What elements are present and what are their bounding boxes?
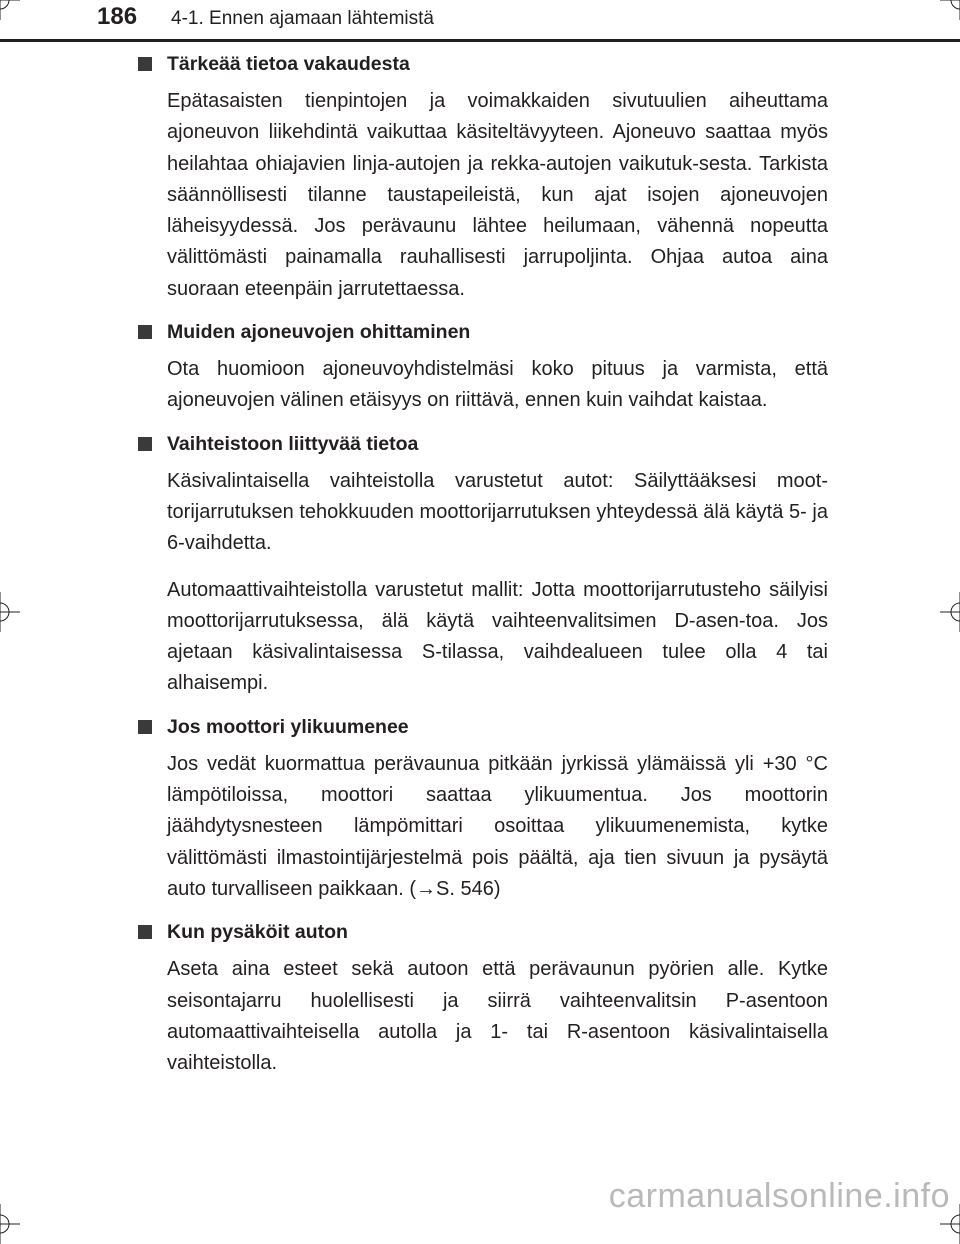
paragraph: Automaattivaihteistolla varustetut mallit: Jotta moottorijarrutusteho säilyisi moottorijarrutuksessa, älä käytä vaihteenvalitsimen D-asen-toa. Jos ajetaan käsivalintaisessa S-tilassa, vaihdealueen tulee olla 4 tai alhaisempi. xyxy=(167,578,828,695)
section-heading xyxy=(138,432,828,456)
square-bullet-icon xyxy=(138,57,152,71)
crop-mark-icon xyxy=(940,592,960,632)
paragraph: Epätasaisten tienpintojen ja voimakkaiden sivutuulien aiheuttama ajoneuvon liikehdintä vaikuttaa käsiteltävyyteen. Ajoneuvo saattaa myös heilahtaa ohiajavien linja-autojen ja rekka-autojen vaikutuk-sesta. Tarkista säännöllisesti tilanne taustapeileistä, kun ajat isojen ajoneuvojen läheisyydessä. Jos perävaunu lähtee heilumaan, vähennä nopeutta välittömästi painamalla rauhallisesti jarrupoljinta. Ohjaa autoa aina suoraan eteenpäin jarrutettaessa. xyxy=(167,90,828,300)
square-bullet-icon xyxy=(138,325,152,339)
section-heading xyxy=(138,920,828,944)
crop-mark-icon xyxy=(0,1204,20,1244)
square-bullet-icon xyxy=(138,925,152,939)
section-heading xyxy=(138,715,828,739)
crop-mark-icon xyxy=(0,592,20,632)
crop-mark-icon xyxy=(940,0,960,20)
square-bullet-icon xyxy=(138,720,152,734)
section-heading-text: Tärkeää tietoa vakaudesta xyxy=(167,53,410,75)
section-overheating xyxy=(138,715,828,905)
page-content xyxy=(138,52,828,1094)
section-heading-text: Jos moottori ylikuumenee xyxy=(167,715,409,738)
section-heading-text: Vaihteistoon liittyvää tietoa xyxy=(167,432,419,455)
crop-mark-icon xyxy=(0,0,20,20)
section-heading xyxy=(138,320,828,344)
section-heading xyxy=(138,52,828,76)
paragraph: Käsivalintaisella vaihteistolla varustetut autot: Säilyttääksesi moot-torijarrutuksen tehokkuuden moottorijarrutuksen yhteydessä älä käytä 5- ja 6-vaihdetta. xyxy=(167,469,828,555)
section-heading-text: Kun pysäköit auton xyxy=(167,921,348,944)
section-heading-text: Muiden ajoneuvojen ohittaminen xyxy=(167,321,471,344)
watermark: carmanualsonline.info xyxy=(608,1177,950,1215)
paragraph: Aseta aina esteet sekä autoon että perävaunun pyörien alle. Kytke seisontajarru huolellisesti ja siirrä vaihteenvalitsin P-asentoon automaattivaihteisella autolla ja 1- tai R-asentoon käsivalintaisella vaihteistolla. xyxy=(167,958,828,1075)
page-number: 186 xyxy=(97,3,138,30)
chapter-title: 4-1. Ennen ajamaan lähtemistä xyxy=(171,8,434,29)
section-transmission xyxy=(138,432,828,700)
square-bullet-icon xyxy=(138,437,152,451)
paragraph: Ota huomioon ajoneuvoyhdistelmäsi koko pituus ja varmista, että ajoneuvojen välinen etäisyys on riittävä, ennen kuin vaihdat kaistaa. xyxy=(167,358,828,412)
paragraph: Jos vedät kuormattua perävaunua pitkään jyrkissä ylämäissä yli +30 °C lämpötiloissa, moottori saattaa ylikuumentua. Jos moottorin jäähdytysnesteen lämpömittari osoittaa ylikuumenemista, kytke välittömästi ilmastointijärjestelmä pois päältä, aja tien sivuun ja pysäytä auto turvalliseen paikkaan. (→S. 546) xyxy=(167,752,828,900)
section-overtaking xyxy=(138,320,828,417)
section-stability xyxy=(138,52,828,305)
header-divider xyxy=(0,39,960,42)
section-parking xyxy=(138,920,828,1079)
